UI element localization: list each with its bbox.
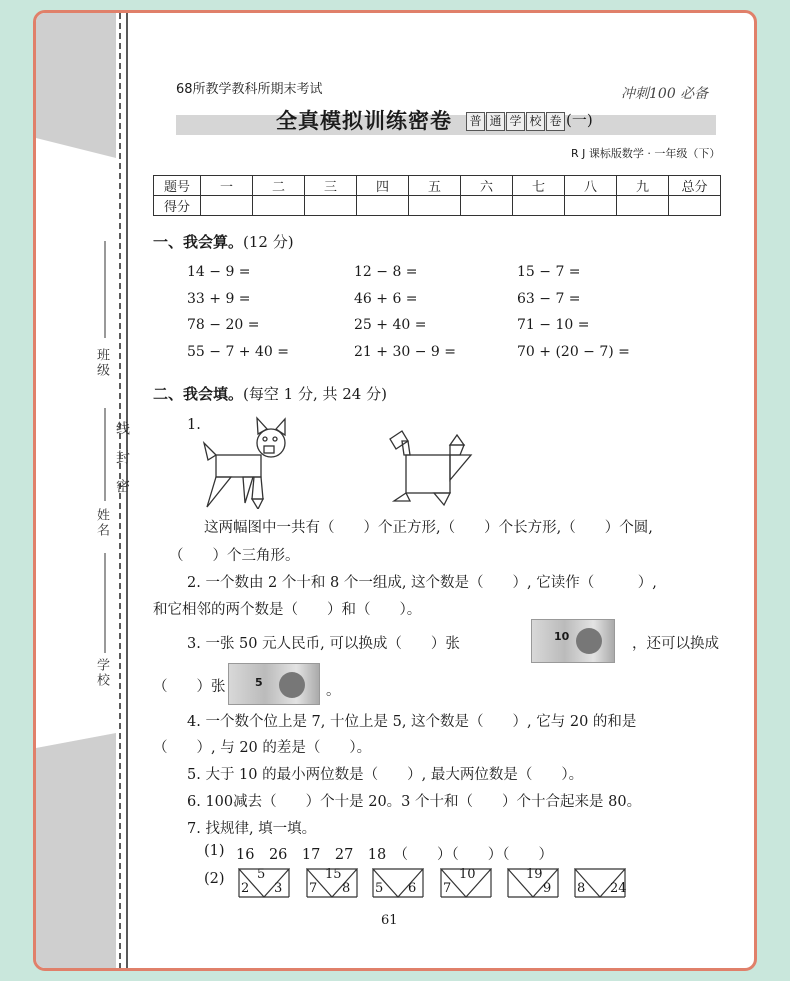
triangle-left-number: 2	[241, 881, 250, 896]
section1-heading	[153, 231, 294, 252]
portrait-icon	[576, 628, 602, 654]
table-cell: 题号	[154, 176, 201, 196]
q7-1-label: (1)	[204, 843, 225, 859]
section2-heading	[153, 383, 387, 404]
section1-points: (12 分)	[243, 233, 294, 251]
table-cell: 得分	[154, 196, 201, 216]
q1-text-line1: 这两幅图中一共有（ ）个正方形,（ ）个长方形,（ ）个圆,	[204, 520, 653, 536]
q2-text-line2: 和它相邻的两个数是（ ）和（ ）。	[153, 602, 422, 618]
q4-text-line2: （ ）, 与 20 的差是（ ）。	[153, 740, 372, 756]
boxed-char: 卷	[546, 112, 565, 131]
section1-title: 一、我会算。	[153, 233, 244, 251]
triangle-left-number: 8	[577, 881, 586, 896]
calc-item: 55 − 7 + 40 =	[187, 344, 289, 360]
calc-item: 70 + (20 − 7) =	[517, 344, 630, 360]
note-value: 5	[255, 676, 263, 689]
score-table	[153, 175, 721, 216]
score-blank[interactable]	[617, 196, 669, 216]
seal-word-line: 线	[114, 421, 130, 437]
q3-text-line2a: （ ）张	[153, 679, 226, 695]
triangle-top-number: 19	[526, 867, 543, 882]
boxed-char: 校	[526, 112, 545, 131]
edition-label: R J 课标版数学 · 一年级（下）	[571, 147, 721, 160]
cat-figure-icon	[201, 411, 301, 509]
q7-2-label: (2)	[204, 871, 225, 887]
triangle-right-number: 8	[342, 881, 351, 896]
slogan: 冲刺100 必备	[621, 86, 709, 102]
table-cell: 七	[513, 176, 565, 196]
calc-item: 78 − 20 =	[187, 317, 260, 333]
score-blank[interactable]	[357, 196, 409, 216]
boxed-char: 通	[486, 112, 505, 131]
triangle-top-number: 5	[257, 867, 266, 882]
calc-item: 25 + 40 =	[354, 317, 427, 333]
boxed-char: 学	[506, 112, 525, 131]
q7-1-sequence: 16 26 17 27 18 （ ）（ ）（ ）	[236, 847, 554, 863]
q3-text-line1b: ，还可以换成	[632, 636, 719, 652]
school-label: 学校	[94, 658, 109, 688]
calc-item: 15 − 7 =	[517, 264, 581, 280]
exam-sheet	[33, 10, 757, 971]
class-label: 班级	[94, 348, 109, 378]
bird-figure-icon	[386, 425, 481, 507]
table-cell: 八	[565, 176, 617, 196]
calc-item: 71 − 10 =	[517, 317, 590, 333]
calc-item: 63 − 7 =	[517, 291, 581, 307]
q3-text-line2b: 。	[326, 683, 341, 699]
table-cell: 总分	[669, 176, 721, 196]
ten-yuan-note-icon	[531, 619, 615, 663]
score-blank[interactable]	[669, 196, 721, 216]
number-triangle[interactable]	[440, 868, 492, 898]
page-number: 61	[381, 913, 398, 928]
binding-strip-bottom	[36, 733, 116, 971]
number-triangle[interactable]	[372, 868, 424, 898]
series-label: 68所教学教科所期末考试	[176, 82, 323, 97]
triangle-left-number: 5	[375, 881, 384, 896]
table-cell: 二	[253, 176, 305, 196]
portrait-icon	[279, 672, 305, 698]
calc-item: 14 − 9 =	[187, 264, 251, 280]
triangle-left-number: 7	[309, 881, 318, 896]
triangle-top-number: 10	[459, 867, 476, 882]
seal-word-secret: 密	[114, 479, 130, 495]
table-cell: 三	[305, 176, 357, 196]
score-blank[interactable]	[565, 196, 617, 216]
q1-text-line2: （ ）个三角形。	[169, 548, 300, 564]
volume-label: (一)	[566, 111, 593, 129]
note-value: 10	[554, 630, 570, 643]
q2-text-line1: 2. 一个数由 2 个十和 8 个一组成, 这个数是（ ）, 它读作（ ）,	[187, 575, 657, 591]
number-triangle[interactable]	[574, 868, 626, 898]
table-cell: 六	[461, 176, 513, 196]
number-triangle[interactable]	[238, 868, 290, 898]
table-cell: 五	[409, 176, 461, 196]
triangle-right-number: 3	[274, 881, 283, 896]
triangle-right-number: 9	[543, 881, 552, 896]
section2-points: (每空 1 分, 共 24 分)	[243, 385, 387, 403]
page-title: 全真模拟训练密卷	[276, 109, 452, 133]
triangle-left-number: 7	[443, 881, 452, 896]
calc-item: 21 + 30 − 9 =	[354, 344, 456, 360]
q5-text: 5. 大于 10 的最小两位数是（ ）, 最大两位数是（ ）。	[187, 767, 584, 783]
score-blank[interactable]	[461, 196, 513, 216]
score-blank[interactable]	[305, 196, 357, 216]
five-yuan-note-icon	[228, 663, 320, 705]
score-blank[interactable]	[409, 196, 461, 216]
table-cell: 一	[201, 176, 253, 196]
seal-word-seal: 封	[114, 450, 130, 466]
school-type-boxes	[466, 109, 593, 131]
number-triangle[interactable]	[507, 868, 559, 898]
binding-strip-top	[36, 13, 116, 158]
triangle-top-number: 15	[325, 867, 342, 882]
table-row	[154, 196, 721, 216]
table-cell: 四	[357, 176, 409, 196]
number-triangle[interactable]	[306, 868, 358, 898]
calc-item: 46 + 6 =	[354, 291, 418, 307]
score-blank[interactable]	[253, 196, 305, 216]
calc-item: 33 + 9 =	[187, 291, 251, 307]
score-blank[interactable]	[201, 196, 253, 216]
section2-title: 二、我会填。	[153, 385, 244, 403]
boxed-char: 普	[466, 112, 485, 131]
q1-number: 1.	[187, 417, 201, 433]
table-cell: 九	[617, 176, 669, 196]
score-blank[interactable]	[513, 196, 565, 216]
q7-text: 7. 找规律, 填一填。	[187, 821, 317, 837]
table-row	[154, 176, 721, 196]
name-label: 姓名	[94, 508, 109, 538]
q3-text-line1a: 3. 一张 50 元人民币, 可以换成（ ）张	[187, 636, 460, 652]
triangle-right-number: 6	[408, 881, 417, 896]
q4-text-line1: 4. 一个数个位上是 7, 十位上是 5, 这个数是（ ）, 它与 20 的和是	[187, 714, 637, 730]
q6-text: 6. 100减去（ ）个十是 20。3 个十和（ ）个十合起来是 80。	[187, 794, 642, 810]
triangle-right-number: 24	[610, 881, 627, 896]
calc-item: 12 − 8 =	[354, 264, 418, 280]
